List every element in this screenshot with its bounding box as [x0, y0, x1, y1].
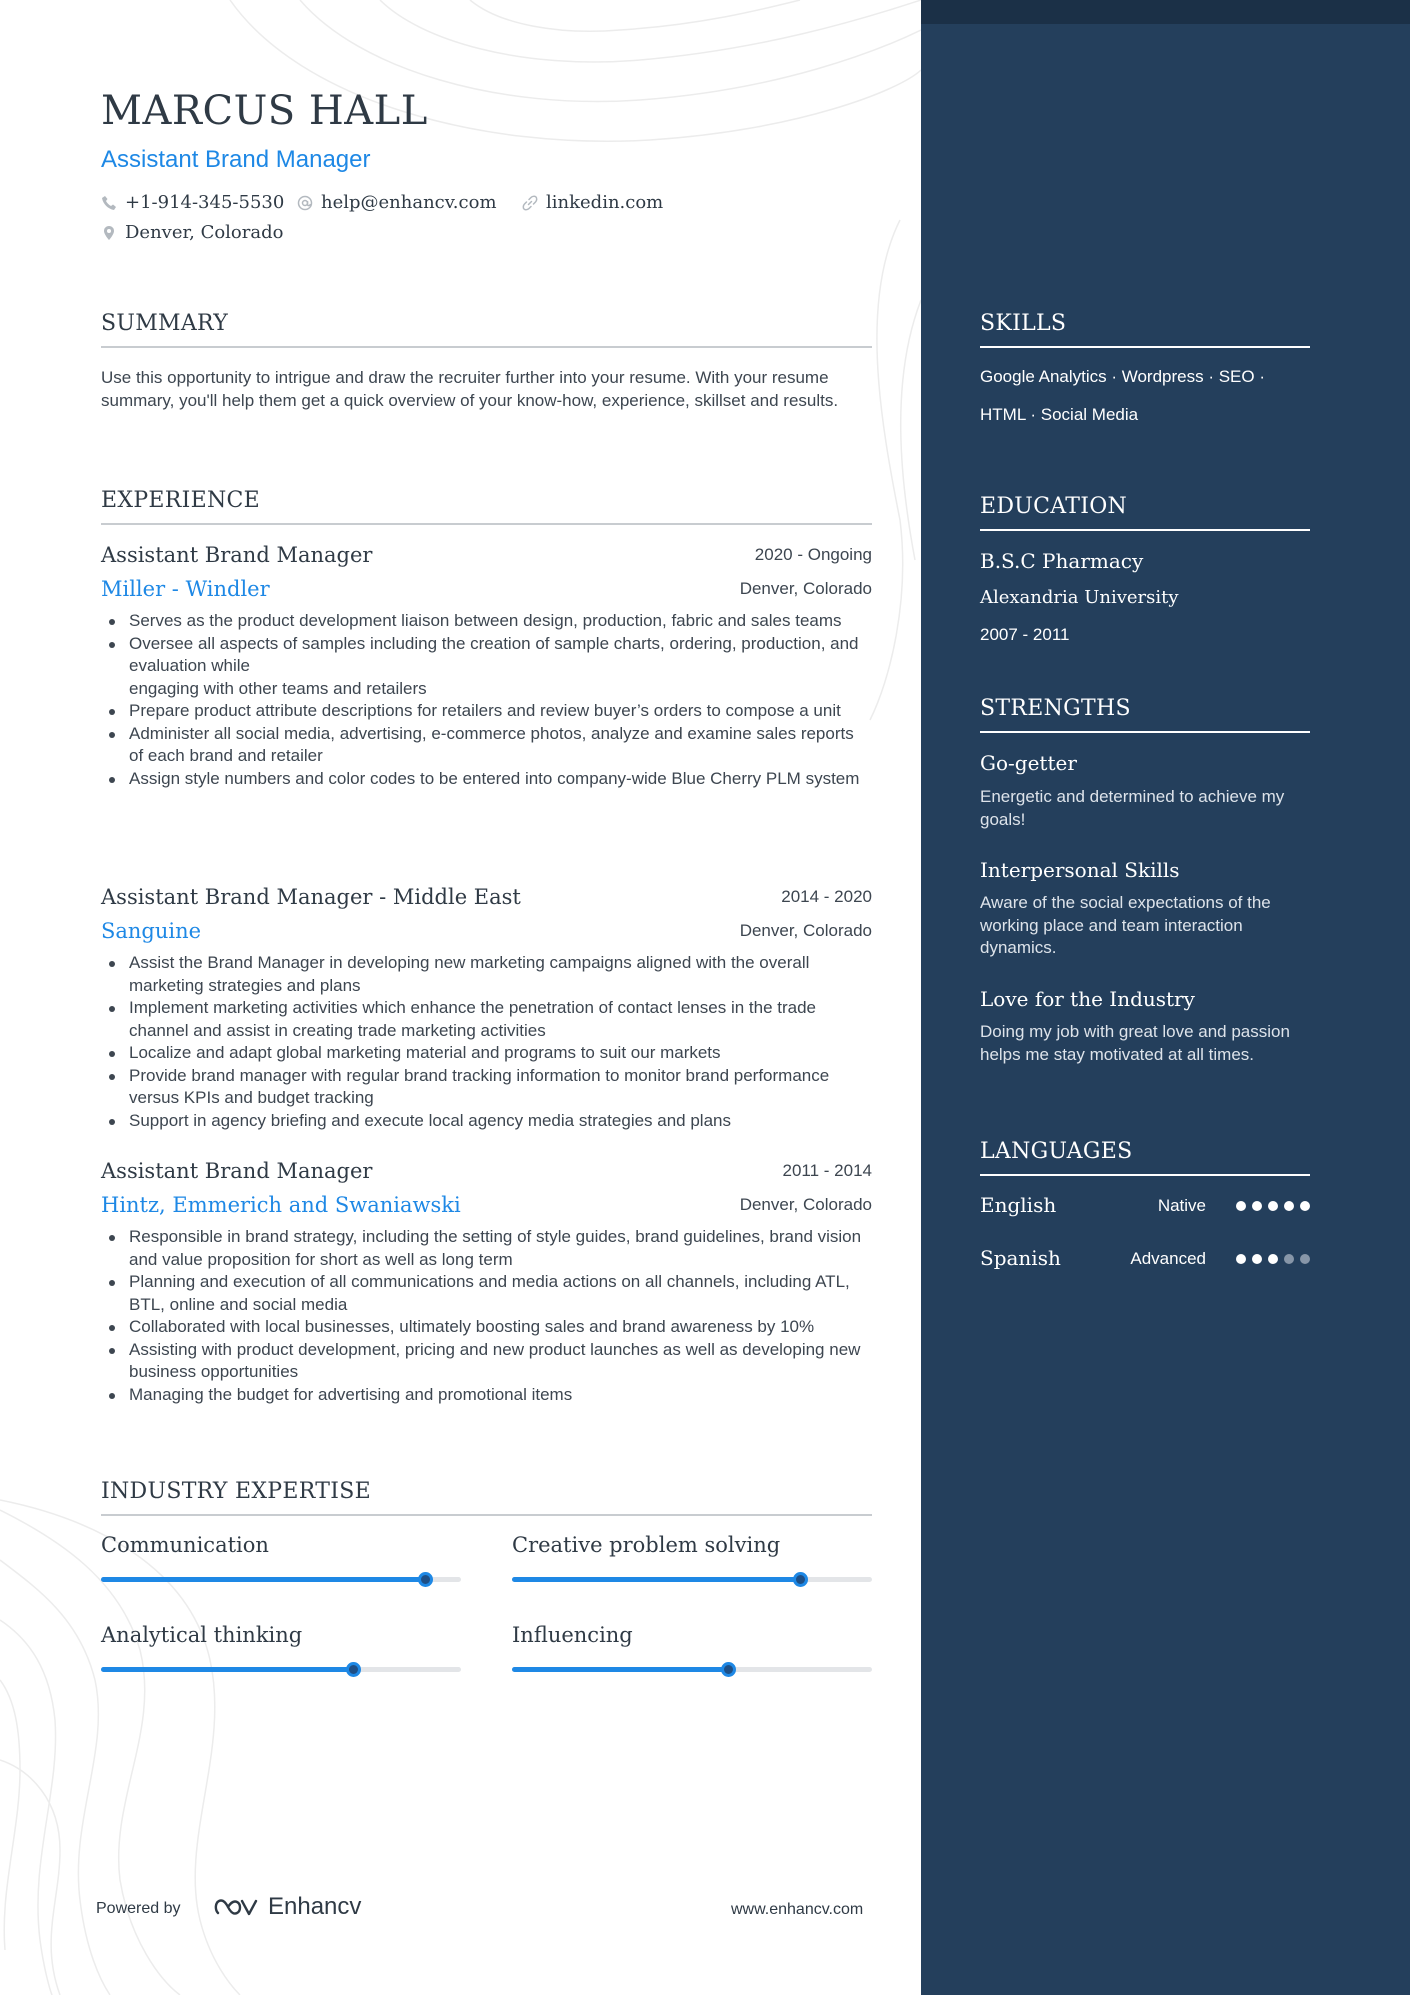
contact-location [101, 222, 283, 243]
skills-line-2: HTML · Social Media [980, 405, 1139, 424]
rating-dot-filled [1268, 1254, 1278, 1264]
rating-dot-empty [1284, 1254, 1294, 1264]
enhancv-logo[interactable] [214, 1893, 361, 1921]
expertise-bar [512, 1623, 872, 1647]
expertise-label: Communication [101, 1533, 269, 1557]
list-item: Localize and adapt global marketing material and programs to suit our markets [101, 1042, 872, 1065]
link-icon [522, 195, 538, 211]
languages-heading: LANGUAGES [980, 1139, 1310, 1176]
candidate-name: MARCUS HALL [101, 88, 428, 134]
experience-dates: 2020 - Ongoing [754, 545, 872, 564]
phone-text: +1-914-345-5530 [125, 192, 285, 213]
expertise-track [101, 1577, 461, 1582]
sidebar-top-bar [921, 0, 1410, 24]
strengths-heading: STRENGTHS [980, 696, 1310, 733]
list-item: Collaborated with local businesses, ultimately boosting sales and brand awareness by 10% [101, 1316, 872, 1339]
experience-bullets [101, 610, 872, 790]
industry-expertise-heading: INDUSTRY EXPERTISE [101, 1479, 872, 1516]
strength-description: Doing my job with great love and passion helps me stay motivated at all times. [980, 1022, 1290, 1064]
list-item: Prepare product attribute descriptions for retailers and review buyer’s orders to compose a unit [101, 700, 872, 723]
experience-dates: 2011 - 2014 [782, 1161, 872, 1180]
list-item: Serves as the product development liaison between design, production, fabric and sales teams [101, 610, 872, 633]
summary-text: Use this opportunity to intrigue and draw the recruiter further into your resume. With your resume summary, you'll help them get a quick overview of your know-how, experience, skillset and results. [101, 368, 839, 410]
experience-job-title: Assistant Brand Manager [101, 543, 373, 567]
powered-by-label: Powered by [96, 1900, 181, 1917]
list-item: Provide brand manager with regular brand tracking information to monitor brand performance versus KPIs and budget tracking [101, 1065, 872, 1110]
experience-bullets [101, 1226, 872, 1406]
expertise-knob [793, 1572, 808, 1587]
expertise-knob [346, 1662, 361, 1677]
experience-location: Denver, Colorado [739, 921, 872, 940]
rating-dot-filled [1252, 1201, 1262, 1211]
email-text[interactable]: help@enhancv.com [321, 192, 497, 213]
expertise-label: Influencing [512, 1623, 633, 1647]
website-text[interactable]: linkedin.com [546, 192, 664, 213]
expertise-label: Analytical thinking [101, 1623, 303, 1647]
rating-dot-filled [1300, 1201, 1310, 1211]
expertise-bar [512, 1533, 872, 1557]
list-item: engaging with other teams and retailers [129, 678, 427, 698]
expertise-track [101, 1667, 461, 1672]
footer-url[interactable]: www.enhancv.com [731, 1901, 864, 1918]
at-icon [297, 195, 313, 211]
experience-heading: EXPERIENCE [101, 488, 872, 525]
language-name: English [980, 1193, 1057, 1217]
list-item: Planning and execution of all communications and media actions on all channels, including ATL, BTL, online and social media [101, 1271, 872, 1316]
summary-heading: SUMMARY [101, 311, 872, 348]
language-rating [1236, 1201, 1310, 1211]
expertise-track [512, 1667, 872, 1672]
experience-job-title: Assistant Brand Manager - Middle East [101, 885, 521, 909]
expertise-fill [101, 1667, 353, 1672]
list-item: Support in agency briefing and execute local agency media strategies and plans [101, 1110, 872, 1133]
sidebar [921, 0, 1410, 1995]
skills-heading: SKILLS [980, 311, 1310, 348]
list-item: Implement marketing activities which enhance the penetration of contact lenses in the trade channel and assist in creating trade marketing activities [101, 997, 872, 1042]
strength-description: Aware of the social expectations of the working place and team interaction dynamics. [980, 893, 1271, 957]
expertise-fill [512, 1667, 728, 1672]
language-rating [1236, 1254, 1310, 1264]
rating-dot-filled [1236, 1201, 1246, 1211]
enhancv-logo-text: Enhancv [268, 1893, 362, 1920]
strength-description: Energetic and determined to achieve my goals! [980, 787, 1285, 829]
enhancv-logo-icon [214, 1895, 260, 1919]
strength-title: Love for the Industry [980, 987, 1195, 1011]
contact-email [297, 192, 497, 213]
experience-location: Denver, Colorado [739, 1195, 872, 1214]
contact-website [522, 192, 663, 213]
list-item: Oversee all aspects of samples including the creation of sample charts, ordering, production, and evaluation while [101, 633, 872, 678]
experience-entry [101, 1159, 872, 1404]
language-name: Spanish [980, 1246, 1061, 1270]
experience-location: Denver, Colorado [739, 579, 872, 598]
candidate-title: Assistant Brand Manager [101, 146, 371, 173]
language-level: Advanced [1130, 1249, 1206, 1268]
location-pin-icon [101, 225, 117, 241]
experience-entry [101, 543, 872, 788]
strength-title: Go-getter [980, 751, 1077, 775]
experience-entry [101, 885, 872, 1130]
education-school: Alexandria University [980, 587, 1179, 608]
experience-company: Hintz, Emmerich and Swaniawski [101, 1193, 461, 1217]
experience-bullets [101, 952, 872, 1132]
expertise-fill [512, 1577, 800, 1582]
expertise-fill [101, 1577, 425, 1582]
list-item: Assist the Brand Manager in developing new marketing campaigns aligned with the overall marketing strategies and plans [101, 952, 872, 997]
expertise-bar [101, 1533, 461, 1557]
phone-icon [101, 195, 117, 211]
list-item: Assign style numbers and color codes to be entered into company-wide Blue Cherry PLM system [101, 768, 872, 791]
list-item: Managing the budget for advertising and promotional items [101, 1384, 872, 1407]
experience-job-title: Assistant Brand Manager [101, 1159, 373, 1183]
language-row [980, 1246, 1310, 1274]
education-degree: B.S.C Pharmacy [980, 549, 1144, 573]
rating-dot-filled [1268, 1201, 1278, 1211]
skills-line-1: Google Analytics · Wordpress · SEO · [980, 367, 1266, 386]
list-item: Responsible in brand strategy, including the setting of style guides, brand guidelines, brand vision and value proposition for short as well as long term [101, 1226, 872, 1271]
education-dates: 2007 - 2011 [980, 625, 1070, 644]
language-level: Native [1157, 1196, 1206, 1215]
expertise-track [512, 1577, 872, 1582]
location-text: Denver, Colorado [125, 222, 284, 243]
expertise-knob [721, 1662, 736, 1677]
experience-company: Miller - Windler [101, 577, 270, 601]
rating-dot-empty [1300, 1254, 1310, 1264]
language-row [980, 1193, 1310, 1221]
list-item: Assisting with product development, pricing and new product launches as well as developing new business opportunities [101, 1339, 872, 1384]
expertise-label: Creative problem solving [512, 1533, 781, 1557]
experience-company: Sanguine [101, 919, 202, 943]
experience-dates: 2014 - 2020 [781, 887, 872, 906]
strength-title: Interpersonal Skills [980, 858, 1180, 882]
list-item: Administer all social media, advertising, e-commerce photos, analyze and examine sales reports of each brand and retailer [101, 723, 872, 768]
education-heading: EDUCATION [980, 494, 1310, 531]
expertise-bar [101, 1623, 461, 1647]
rating-dot-filled [1284, 1201, 1294, 1211]
expertise-knob [418, 1572, 433, 1587]
rating-dot-filled [1252, 1254, 1262, 1264]
contact-phone [101, 192, 284, 213]
rating-dot-filled [1236, 1254, 1246, 1264]
